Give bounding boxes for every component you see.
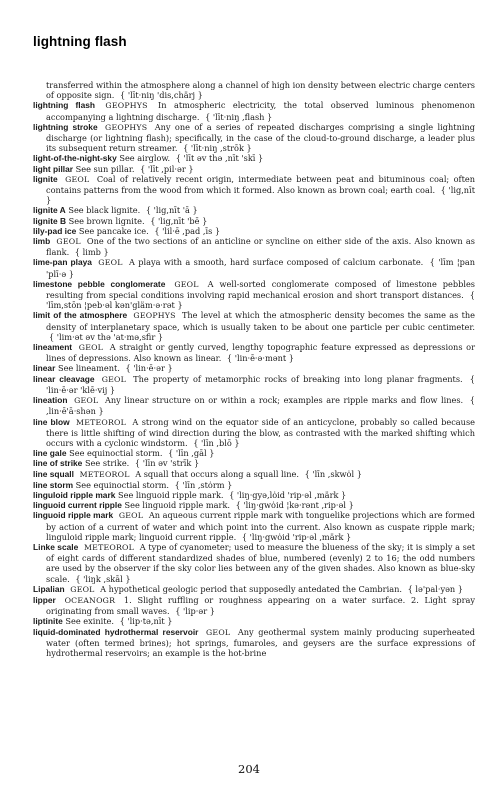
entry-pronunciation: { 'līm ¦pan 'plī·ə }: [46, 257, 475, 279]
dictionary-entry: [33, 164, 475, 174]
entry-term: lignite B: [33, 215, 67, 226]
entry-definition: Coal of relatively recent origin, intermediate between peat and bituminous coal; often contains patterns from the wood from which it formed. Also known as brown coal; earth coal.: [46, 173, 475, 196]
entry-pronunciation: { 'līt əv thə ,nīt 'skī }: [175, 153, 264, 164]
entry-pronunciation: { ,lin·ē'ā·shən }: [46, 395, 475, 417]
entry-term: limit of the atmosphere: [33, 310, 128, 321]
entry-field-label: GEOL: [174, 279, 199, 289]
entry-definition: An aqueous current ripple mark with tonguelike projections which are formed by action of a current of water and which point into the current. Also known as cuspate ripple mark; linguloid ripple mark; linguoid current ripple.: [46, 510, 475, 542]
entry-definition: A straight or gently curved, lengthy topographic feature expressed as depressions or lines of depressions. Also known as linear.: [46, 342, 476, 364]
entry-definition: See airglow.: [119, 153, 171, 164]
entry-term: lightning stroke: [33, 121, 98, 132]
entry-field-label: METEOROL: [76, 417, 127, 427]
entry-definition: A strong wind on the equator side of an anticyclone, probably so called because there is little shifting of wind direction during the blow, as contrasted with the marked shifting which occurs with a cyclonic windstorm.: [46, 416, 475, 448]
entry-term: Lipalian: [33, 583, 65, 594]
entry-term: linear cleavage: [33, 373, 95, 384]
entry-term: linguloid ripple mark: [33, 489, 116, 500]
dictionary-entry: [33, 616, 475, 626]
entry-field-label: GEOL: [70, 584, 95, 594]
entry-definition: See strike.: [84, 458, 130, 469]
entry-term: light-of-the-night-sky: [33, 153, 117, 164]
entry-field-label: GEOL: [206, 627, 231, 637]
entry-pronunciation: { 'lig,nīt }: [46, 185, 475, 206]
entry-pronunciation: { 'liŋk ,skāl }: [75, 573, 131, 584]
dictionary-entry: [33, 122, 475, 154]
dictionary-entry: [33, 469, 475, 480]
entry-definition: See pancake ice.: [78, 225, 149, 236]
dictionary-entry: [33, 448, 475, 458]
entry-field-label: GEOL: [98, 258, 123, 268]
entry-definition: See sun pillar.: [75, 163, 135, 174]
entry-definition: See exinite.: [65, 616, 115, 627]
entry-term: Linke scale: [33, 541, 79, 552]
entry-definition: The level at which the atmospheric density becomes the same as the density of interplanetary space, which is usually taken to be about one particle per cubic centimeter.: [46, 310, 476, 332]
entry-field-label: GEOL: [65, 174, 90, 184]
dictionary-entry: [33, 153, 475, 163]
dictionary-entry: [33, 510, 475, 542]
entry-definition: A hypothetical geologic period that supposedly antedated the Cambrian.: [100, 583, 402, 594]
entry-definition: A squall that occurs along a squall line.: [135, 468, 299, 479]
entry-field-label: GEOPHYS: [133, 311, 176, 321]
dictionary-entry: [33, 100, 475, 121]
entry-pronunciation: { 'lin·ē·ə·mənt }: [226, 353, 294, 364]
entry-term: liquid-dominated hydrothermal reservoir: [33, 626, 199, 637]
entry-pronunciation: { 'lim·ət əv thə 'at·mə,sfir }: [49, 331, 164, 342]
entry-term: line of strike: [33, 458, 83, 469]
entry-term: line storm: [33, 479, 74, 490]
entry-definition: A type of cyanometer; used to measure the blueness of the sky; it is simply a set of eight cards of different standardized shades of blue, numbered (evenly) 2 to 16; the odd numbers are used by the observer if the sky color lies between any of the given shades. Also known as blue-sky scale.: [46, 541, 476, 584]
dictionary-entry: [33, 257, 475, 278]
dictionary-entry: [33, 417, 475, 449]
entry-definition: See lineament.: [57, 363, 120, 374]
entry-pronunciation: { 'liŋ·gwȯid ¦kə·rənt ,rip·əl }: [235, 500, 354, 511]
dictionary-entry: [33, 174, 475, 206]
dictionary-entry: [33, 584, 475, 595]
entry-field-label: GEOL: [101, 374, 127, 384]
entry-field-label: METEOROL: [84, 542, 134, 552]
entry-pronunciation: { 'līn ,blō }: [193, 437, 240, 448]
entry-term: lineation: [33, 395, 68, 406]
dictionary-entries: [33, 80, 475, 658]
entry-definition: The property of metamorphic rocks of breaking into long planar fragments.: [133, 373, 463, 384]
entry-pronunciation: { 'liŋ·gwȯid 'rip·əl ,märk }: [241, 531, 352, 542]
dictionary-entry: [33, 226, 475, 236]
entry-definition: A playa with a smooth, hard surface composed of calcium carbonate.: [128, 257, 424, 268]
entry-definition: See linguoid ripple mark.: [117, 489, 224, 500]
entry-field-label: GEOPHYS: [105, 101, 148, 111]
entry-definition: A well-sorted conglomerate composed of limestone pebbles resulting from special conditions involving rapid mechanical erosion and short transport distances.: [46, 278, 475, 301]
entry-definition: Any geothermal system mainly producing superheated water (often termed brines); hot springs, fumaroles, and geysers are the surface expressions of hydrothermal reservoirs; an example is the hot-brine: [46, 626, 476, 658]
dictionary-entry: [33, 595, 475, 616]
entry-term: linguoid ripple mark: [33, 510, 114, 521]
dictionary-entry: [33, 236, 475, 257]
dictionary-entry: [33, 627, 475, 659]
entry-pronunciation: { 'līn ,gāl }: [168, 448, 215, 459]
dictionary-entry: [33, 363, 475, 373]
entry-term: line blow: [33, 416, 70, 427]
entry-term: line gale: [33, 448, 67, 459]
entry-term: light pillar: [33, 163, 74, 174]
entry-pronunciation: { lə'pal·yən }: [407, 583, 464, 594]
entry-term: lipper: [33, 594, 56, 605]
entry-pronunciation: { 'līt·niŋ ,flash }: [205, 111, 273, 122]
entry-definition: See equinoctial storm.: [75, 479, 170, 490]
dictionary-entry: [33, 480, 475, 490]
entry-field-label: METEOROL: [79, 469, 130, 479]
entry-term: lignite: [33, 173, 58, 184]
entry-term: lily-pad ice: [33, 225, 77, 236]
entry-pronunciation: { 'lin·ē·ər }: [125, 363, 173, 374]
entry-field-label: GEOPHYS: [105, 122, 148, 132]
dictionary-entry: [33, 374, 475, 395]
dictionary-entry: [33, 500, 475, 510]
entry-pronunciation: { 'līt·niŋ ,strōk }: [183, 143, 252, 154]
running-head: lightning flash: [33, 34, 127, 49]
entry-term: lineament: [33, 342, 73, 353]
entry-field-label: GEOL: [56, 237, 81, 247]
entry-pronunciation: { 'lig,nīt 'ā }: [145, 205, 198, 216]
entry-term: limestone pebble conglomerate: [33, 278, 166, 289]
entry-term: linear: [33, 363, 56, 374]
entry-pronunciation: { 'lin·ē·ər 'klē·vij }: [46, 373, 476, 395]
page-number: 204: [238, 762, 260, 776]
dictionary-entry: [33, 310, 475, 342]
entry-definition: In atmospheric electricity, the total observed luminous phenomenon accompanying a lightning discharge.: [46, 100, 475, 122]
dictionary-entry: [33, 279, 475, 311]
entry-field-label: GEOL: [78, 343, 104, 353]
entry-term: line squall: [33, 468, 74, 479]
entry-field-label: OCEANOGR: [64, 595, 116, 605]
entry-term: lignite A: [33, 205, 66, 216]
dictionary-entry: [33, 205, 475, 215]
entry-pronunciation: { 'līn ,stȯrm }: [174, 479, 233, 490]
entry-pronunciation: { 'lil·ē ,pad ,īs }: [154, 225, 221, 236]
entry-definition: transferred within the atmosphere along a channel of high ion density between electric charge centers of opposite sign.: [46, 80, 475, 101]
dictionary-entry: [33, 490, 475, 500]
entry-pronunciation: { 'līn ,skwȯl }: [304, 468, 362, 479]
entry-definition: See linguoid ripple mark.: [124, 500, 231, 511]
dictionary-entry: [33, 342, 475, 363]
entry-term: lime-pan playa: [33, 257, 92, 268]
entry-pronunciation: { 'līm,stōn ¦peb·əl kən'gläm·ə·rət }: [46, 290, 475, 311]
entry-term: linguoid current ripple: [33, 500, 122, 511]
entry-definition: 1. Slight ruffling or roughness appearing on a water surface. 2. Light spray originating from small waves.: [46, 594, 475, 617]
entry-pronunciation: { 'līt·niŋ 'dis,chärj }: [120, 90, 203, 101]
entry-term: limb: [33, 236, 51, 247]
dictionary-entry: [33, 395, 475, 416]
entry-definition: See equinoctial storm.: [69, 448, 163, 459]
entry-pronunciation: { 'lip·ər }: [175, 606, 215, 617]
entry-term: liptinite: [33, 616, 63, 627]
entry-definition: See brown lignite.: [68, 215, 145, 226]
dictionary-entry: [33, 80, 475, 100]
entry-field-label: GEOL: [74, 396, 99, 406]
entry-pronunciation: { 'līn əv 'strīk }: [134, 458, 200, 469]
entry-pronunciation: { 'lip·tə,nīt }: [119, 616, 173, 627]
entry-term: lightning flash: [33, 100, 96, 111]
entry-definition: See black lignite.: [68, 205, 141, 216]
dictionary-entry: [33, 542, 475, 584]
entry-definition: Any one of a series of repeated discharges comprising a single lightning discharge (or lightning flash); specifically, in the case of the cloud-to-ground discharge, a leader plus its subsequent return streamer.: [46, 121, 476, 154]
entry-pronunciation: { 'līt ,pil·ər }: [140, 163, 194, 174]
dictionary-entry: [33, 458, 475, 468]
entry-pronunciation: { 'lig,nīt 'bē }: [150, 215, 208, 226]
dictionary-entry: [33, 216, 475, 226]
entry-definition: Any linear structure on or within a rock; examples are ripple marks and flow lines.: [104, 395, 464, 406]
entry-definition: One of the two sections of an anticline or syncline on either side of the axis. Also known as flank.: [46, 236, 475, 258]
entry-field-label: GEOL: [118, 511, 144, 521]
entry-pronunciation: { limb }: [74, 247, 109, 258]
entry-pronunciation: { 'liŋ·gyə,lȯid 'rip·əl ,märk }: [229, 489, 347, 500]
